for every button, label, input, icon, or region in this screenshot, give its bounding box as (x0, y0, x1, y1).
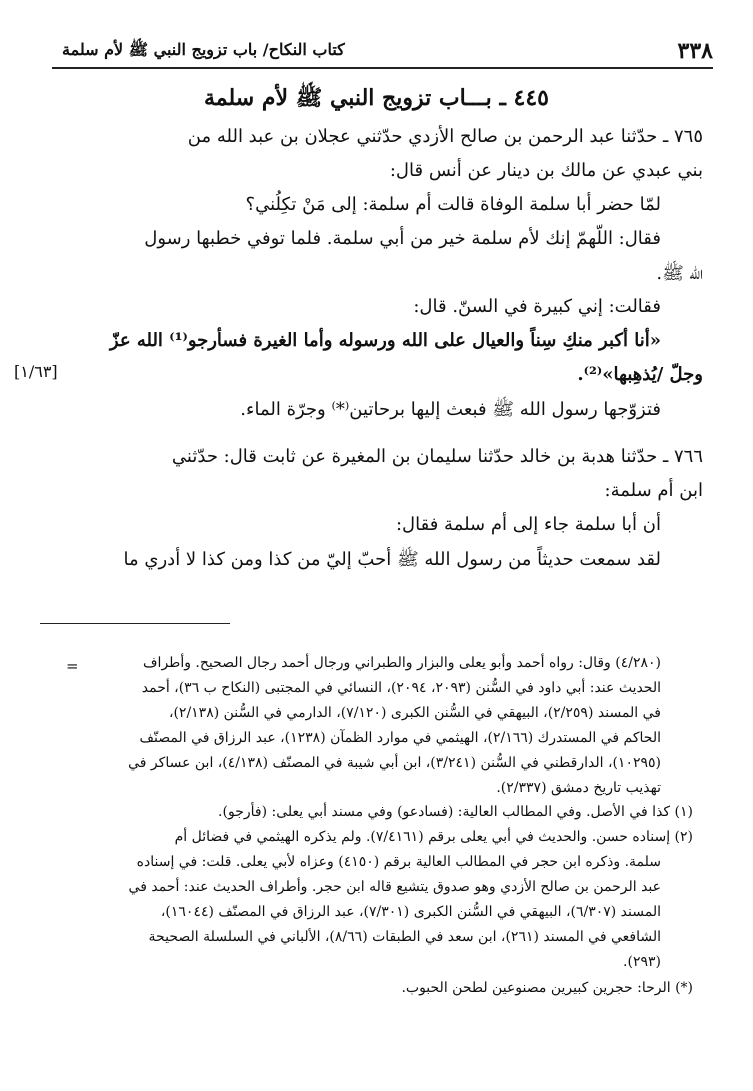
body-line: فقالت: إني كبيرة في السنّ. قال: (413, 296, 661, 317)
footnote-line: الحاكم في المستدرك (٢/١٦٦)، الهيثمي في موارد الظمآن (١٢٣٨)، عبد الرزاق في المصنّف (139, 730, 661, 746)
footnote-line: سلمة. وذكره ابن حجر في المطالب العالية برقم (٤١٥٠) وعزاه لأبي يعلى. قلت: في إسناده (136, 854, 661, 870)
continuation-mark: = (66, 657, 79, 675)
body-line: أن أبا سلمة جاء إلى أم سلمة فقال: (395, 514, 661, 535)
body-line: ٧٦٥ ـ حدّثنا عبد الرحمن بن صالح الأزدي حدّثني عجلان بن عبد الله من (187, 126, 703, 147)
body-line: الله ﷺ. (656, 263, 703, 284)
footnote-line: تهذيب تاريخ دمشق (٢/٣٣٧). (496, 780, 661, 796)
footnote-line: في المسند (٢/٢٥٩)، البيهقي في السُّنن الكبرى (٧/١٢٠)، الدارمي في السُّنن (٢/١٣٨)، (168, 705, 661, 721)
footnote-line: (٢٩٣). (623, 954, 661, 970)
footnote-separator (40, 623, 230, 624)
body-line: لقد سمعت حديثاً من رسول الله ﷺ أحبّ إليّ من كذا ومن كذا لا أدري ما (123, 549, 661, 570)
body-line: ابن أم سلمة: (604, 480, 703, 501)
body-line: فقال: اللّهمّ إنك لأم سلمة خير من أبي سلمة. فلما توفي خطبها رسول (144, 228, 661, 249)
body-line: وجلّ /يُذهِبها»⁽²⁾. (577, 364, 703, 385)
body-line: ٧٦٦ ـ حدّثنا هدبة بن خالد حدّثنا سليمان بن المغيرة عن ثابت قال: حدّثني (171, 446, 703, 467)
chapter-title: ٤٤٥ ـ بـــاب تزويج النبي ﷺ لأم سلمة (204, 85, 549, 111)
running-title: كتاب النكاح/ باب تزويج النبي ﷺ لأم سلمة (62, 40, 345, 59)
footnote-line: الحديث عند: أبي داود في السُّنن (٢٠٩٣، ٢٠٩٤)، النسائي في المجتبى (النكاح ب ٣٦)، أحمد (141, 680, 661, 696)
page-number: ٣٣٨ (677, 38, 713, 64)
header-rule (52, 67, 713, 69)
footnote-line: (١) كذا في الأصل. وفي المطالب العالية: (فسادعو) وفي مسند أبي يعلى: (فأرجو). (218, 804, 693, 820)
footnote-line: المسند (٦/٣٠٧)، البيهقي في السُّنن الكبرى (٧/٣٠١)، عبد الرزاق في المصنّف (١٦٠٤٤)، (160, 904, 661, 920)
body-line: لمّا حضر أبا سلمة الوفاة قالت أم سلمة: إلى مَنْ تكِلُني؟ (245, 194, 661, 215)
footnote-line: (٤/٢٨٠) وقال: رواه أحمد وأبو يعلى والبزار والطبراني ورجال أحمد رجال الصحيح. وأطراف (143, 655, 661, 671)
footnote-line: الشافعي في المسند (٢٦١)، ابن سعد في الطبقات (٨/٦٦)، الألباني في السلسلة الصحيحة (148, 929, 661, 945)
margin-folio-mark: [١/٦٣] (14, 362, 58, 381)
body-line: بني عبدي عن مالك بن دينار عن أنس قال: (389, 160, 703, 181)
footnote-line: (*) الرحا: حجرين كبيرين مصنوعين لطحن الحبوب. (401, 980, 693, 996)
running-header (52, 34, 713, 66)
body-line: «أنا أكبر منكِ سِناً والعيال على الله ورسوله وأما الغيرة فسأرجو⁽¹⁾ الله عزّ (109, 330, 661, 351)
footnote-line: عبد الرحمن بن صالح الأزدي وهو صدوق يتشيع قاله ابن حجر. وأطراف الحديث عند: أحمد في (128, 879, 661, 895)
footnote-line: (١٠٢٩٥)، الدارقطني في السُّنن (٣/٢٤١)، ابن أبي شيبة في المصنّف (٤/١٣٨)، ابن عساكر في (128, 755, 661, 771)
body-line: فتزوّجها رسول الله ﷺ فبعث إليها برحاتين⁽*⁾ وجرّة الماء. (240, 399, 661, 420)
footnote-line: (٢) إسناده حسن. والحديث في أبي يعلى برقم (٧/٤١٦١). ولم يذكره الهيثمي في فضائل أم (174, 829, 693, 845)
